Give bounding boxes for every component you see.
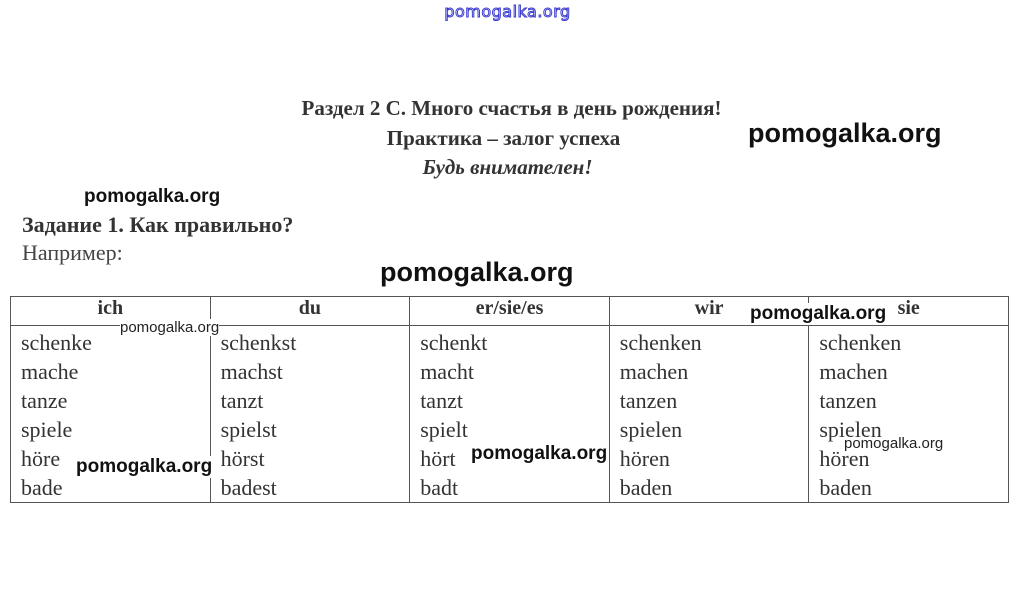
- cell: hörst: [220, 446, 265, 471]
- column-du: [210, 326, 410, 503]
- watermark: pomogalka.org: [844, 435, 944, 452]
- watermark: pomogalka.org: [120, 319, 220, 336]
- cell: mache: [21, 359, 79, 384]
- column-er-sie-es: [410, 326, 610, 503]
- cell: spielst: [220, 417, 277, 442]
- cell: badest: [220, 475, 277, 500]
- cell: spielen: [819, 417, 882, 442]
- watermark: pomogalka.org: [76, 456, 213, 477]
- header-du: du: [210, 297, 410, 326]
- cell: tanzen: [619, 388, 678, 413]
- top-watermark: pomogalka.org: [444, 2, 571, 21]
- watermark: pomogalka.org: [380, 257, 574, 287]
- watermark: pomogalka.org: [471, 443, 608, 464]
- motto-heading: Будь внимателен!: [422, 155, 593, 179]
- cell: schenken: [819, 330, 902, 355]
- cell: baden: [619, 475, 673, 500]
- cell: spielen: [619, 417, 683, 442]
- watermark: pomogalka.org: [750, 303, 887, 324]
- cell: hören: [619, 446, 670, 471]
- cell: schenke: [21, 330, 92, 355]
- cell: schenkst: [220, 330, 297, 355]
- cell: bade: [21, 475, 63, 500]
- cell: höre: [21, 446, 61, 471]
- header-er-sie-es: er/sie/es: [410, 297, 610, 326]
- cell: machst: [220, 359, 283, 384]
- cell: tanzt: [220, 388, 264, 413]
- header-ich: ich: [11, 297, 211, 326]
- watermark: pomogalka.org: [84, 186, 221, 207]
- cell: spielt: [420, 417, 468, 442]
- column-wir: [609, 326, 809, 503]
- cell: machen: [819, 359, 888, 384]
- cell: spiele: [21, 417, 73, 442]
- cell: machen: [619, 359, 689, 384]
- cell: tanze: [21, 388, 68, 413]
- cell: hören: [819, 446, 870, 471]
- header-sie: sie: [809, 297, 1009, 326]
- header-wir: wir: [609, 297, 809, 326]
- example-label: Например:: [22, 240, 123, 265]
- cell: schenken: [619, 330, 702, 355]
- task-title: Задание 1. Как правильно?: [22, 212, 294, 237]
- section-heading: Раздел 2 С. Много счастья в день рождения!: [301, 96, 722, 120]
- cell: badt: [420, 475, 459, 500]
- cell: tanzen: [819, 388, 877, 413]
- cell: schenkt: [420, 330, 488, 355]
- subtitle-heading: Практика – залог успеха: [386, 126, 621, 150]
- column-sie: [809, 326, 1009, 503]
- cell: baden: [819, 475, 872, 500]
- cell: tanzt: [420, 388, 463, 413]
- cell: hört: [420, 446, 456, 471]
- watermark: pomogalka.org: [748, 118, 942, 148]
- cell: macht: [420, 359, 474, 384]
